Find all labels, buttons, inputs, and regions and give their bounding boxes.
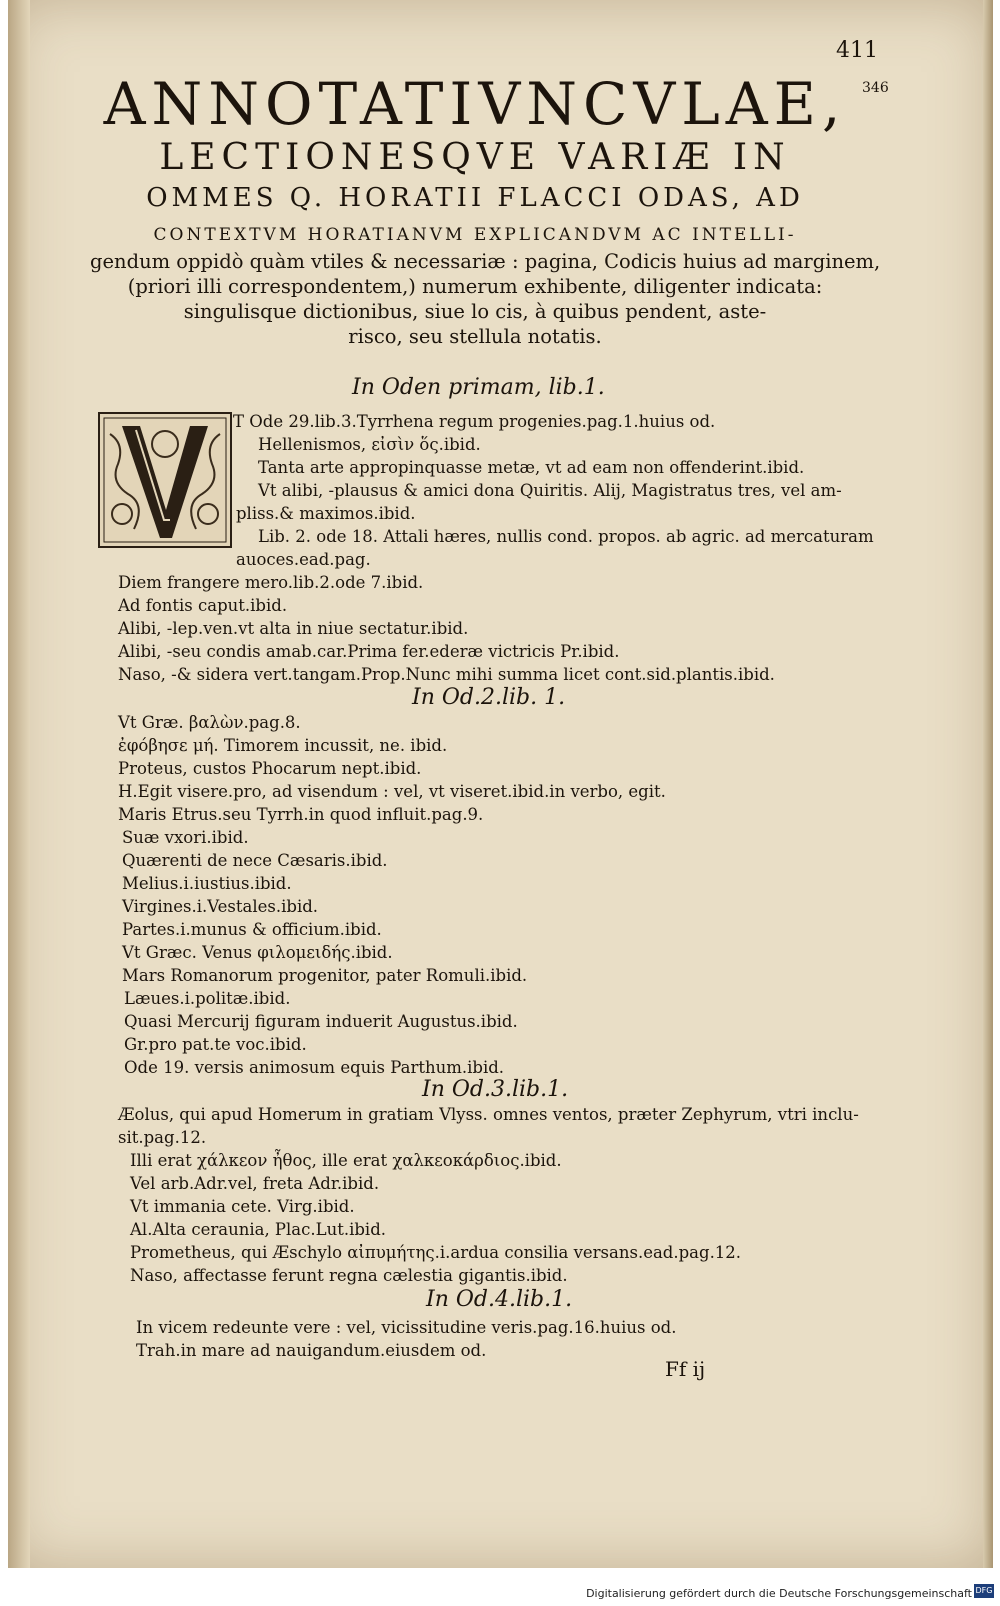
entry-line: Trah.in mare ad nauigandum.eiusdem od. <box>136 1341 487 1360</box>
entry-line: Quærenti de nece Cæsaris.ibid. <box>122 851 388 870</box>
entry-line: Partes.i.munus & officium.ibid. <box>122 920 382 939</box>
title-line-6: (priori illi correspondentem,) numerum exhibente, diligenter indicata: <box>127 275 823 298</box>
decorated-initial-v <box>98 412 232 548</box>
entry-line: Suæ vxori.ibid. <box>122 828 249 847</box>
title-line-1: ANNOTATIVNCVLAE, <box>103 70 847 138</box>
entry-line: Mars Romanorum progenitor, pater Romuli.ibid. <box>122 966 528 985</box>
entry-line: Vel arb.Adr.vel, freta Adr.ibid. <box>130 1174 380 1193</box>
entry-line: Lib. 2. ode 18. Attali hæres, nullis cond. propos. ab agric. ad mercaturam <box>258 527 874 546</box>
entry-line: Vt Græ. βαλὼν.pag.8. <box>118 713 301 732</box>
title-line-5: gendum oppidò quàm vtiles & necessariæ : pagina, Codicis huius ad marginem, <box>90 250 881 273</box>
entry-line: Læues.i.politæ.ibid. <box>124 989 291 1008</box>
entry-line: Naso, -& sidera vert.tangam.Prop.Nunc mihi summa licet cont.sid.plantis.ibid. <box>118 665 775 684</box>
entry-line: Vt Græc. Venus φιλομειδής.ibid. <box>122 943 393 962</box>
digitization-credit: Digitalisierung gefördert durch die Deutsche Forschungsgemeinschaft <box>586 1587 972 1600</box>
entry-line: Naso, affectasse ferunt regna cælestia gigantis.ibid. <box>130 1266 568 1285</box>
section-heading: In Od.2.lib. 1. <box>412 685 566 710</box>
entry-line: Hellenismos, εἰσὶν ὅς.ibid. <box>258 435 481 454</box>
entry-line: Gr.pro pat.te voc.ibid. <box>124 1035 307 1054</box>
title-line-3: OMMES Q. HORATII FLACCI ODAS, AD <box>146 183 804 213</box>
entry-line: Illi erat χάλκεον ἦθος, ille erat χαλκεοκάρδιος.ibid. <box>130 1151 562 1170</box>
entry-line: Ode 19. versis animosum equis Parthum.ibid. <box>124 1058 505 1077</box>
entry-line: auoces.ead.pag. <box>236 550 371 569</box>
entry-line: Al.Alta ceraunia, Plac.Lut.ibid. <box>130 1220 387 1239</box>
entry-line: Alibi, -lep.ven.vt alta in niue sectatur.ibid. <box>118 619 469 638</box>
book-spine-shadow <box>8 0 30 1568</box>
section-heading: In Oden primam, lib.1. <box>352 375 605 400</box>
entry-line: Vt alibi, -plausus & amici dona Quiritis. Alij, Magistratus tres, vel am- <box>258 481 842 500</box>
title-line-4: CONTEXTVM HORATIANVM EXPLICANDVM AC INTELLI- <box>153 225 797 245</box>
title-line-2: LECTIONESQVE VARIÆ IN <box>159 137 791 178</box>
entry-line: Diem frangere mero.lib.2.ode 7.ibid. <box>118 573 424 592</box>
entry-line: Maris Etrus.seu Tyrrh.in quod influit.pag.9. <box>118 805 484 824</box>
section-heading: In Od.4.lib.1. <box>426 1287 573 1312</box>
title-line-7: singulisque dictionibus, siue lo cis, à quibus pendent, aste- <box>183 300 767 323</box>
entry-line: Alibi, -seu condis amab.car.Prima fer.ederæ victricis Pr.ibid. <box>118 642 620 661</box>
entry-line: T Ode 29.lib.3.Tyrrhena regum progenies.pag.1.huius od. <box>233 412 716 431</box>
entry-line: H.Egit visere.pro, ad visendum : vel, vt viseret.ibid.in verbo, egit. <box>118 782 666 801</box>
page-number: 411 <box>836 38 878 63</box>
signature-mark: Ff ij <box>665 1357 706 1381</box>
entry-line: Ad fontis caput.ibid. <box>118 596 288 615</box>
entry-line: Prometheus, qui Æschylo αἰπυμήτης.i.ardua consilia versans.ead.pag.12. <box>130 1243 742 1262</box>
page-edge <box>983 0 993 1568</box>
entry-line: Virgines.i.Vestales.ibid. <box>122 897 319 916</box>
section-heading: In Od.3.lib.1. <box>422 1077 569 1102</box>
entry-line: Quasi Mercurij figuram induerit Augustus.ibid. <box>124 1012 518 1031</box>
entry-line: Vt immania cete. Virg.ibid. <box>130 1197 355 1216</box>
entry-line: Tanta arte appropinquasse metæ, vt ad eam non offenderint.ibid. <box>258 458 805 477</box>
dfg-logo: DFG <box>974 1584 994 1598</box>
entry-line: sit.pag.12. <box>118 1128 207 1147</box>
margin-number: 346 <box>862 80 889 96</box>
entry-line: In vicem redeunte vere : vel, vicissitudine veris.pag.16.huius od. <box>136 1318 677 1337</box>
entry-line: Melius.i.iustius.ibid. <box>122 874 292 893</box>
entry-line: pliss.& maximos.ibid. <box>236 504 416 523</box>
entry-line: Æolus, qui apud Homerum in gratiam Vlyss. omnes ventos, præter Zephyrum, vtri inclu- <box>118 1105 859 1124</box>
title-line-8: risco, seu stellula notatis. <box>348 325 602 348</box>
entry-line: Proteus, custos Phocarum nept.ibid. <box>118 759 422 778</box>
entry-line: ἐφόβησε μή. Timorem incussit, ne. ibid. <box>118 736 448 755</box>
